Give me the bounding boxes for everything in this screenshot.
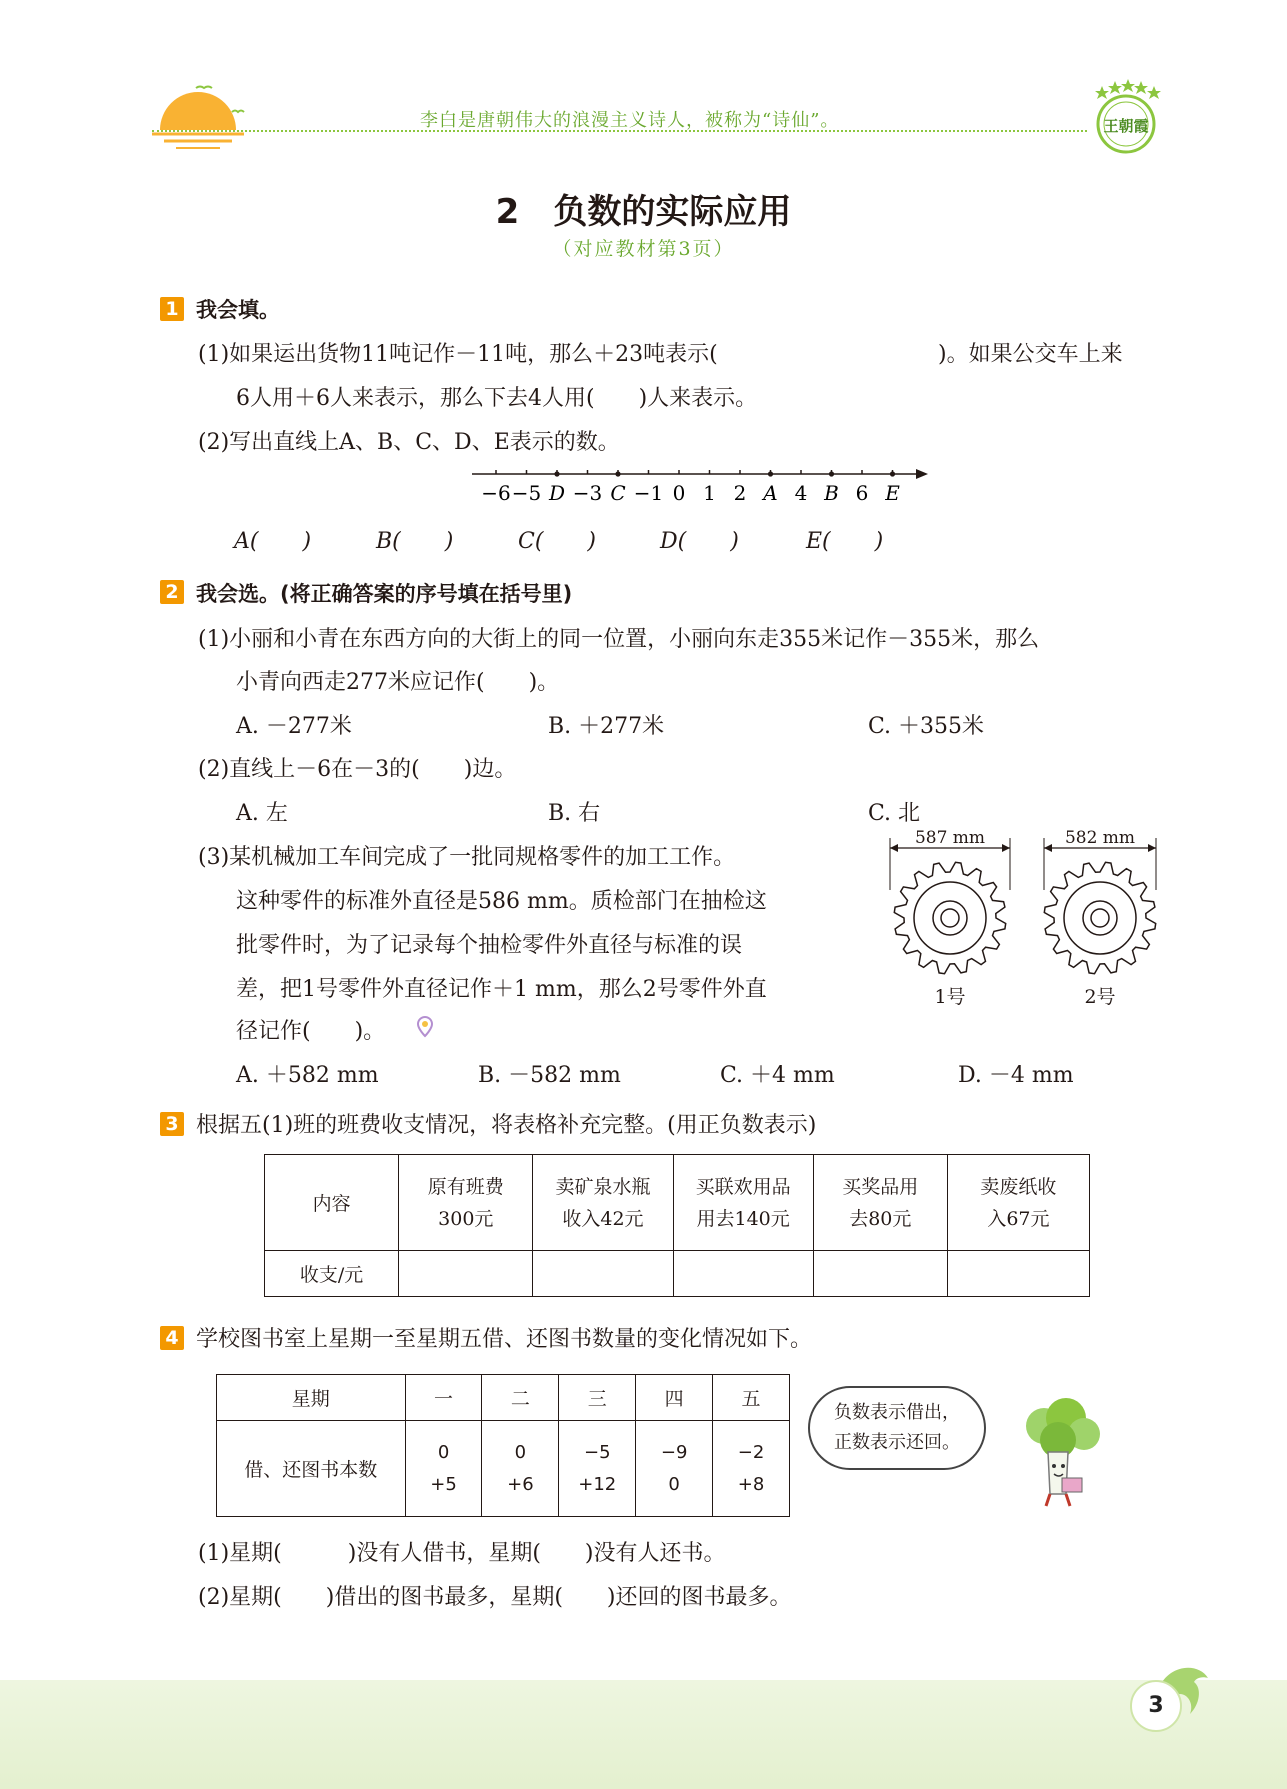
section-4-number: 4 (160, 1326, 184, 1350)
numberline-label: C (610, 481, 626, 505)
table-cell: 0 +6 (482, 1421, 559, 1517)
table-header-row (265, 1155, 1090, 1251)
header-quote: 李白是唐朝伟大的浪漫主义诗人，被称为“诗仙”。 (420, 110, 840, 131)
s2-q3-opt-b: B. －582 mm (478, 1063, 621, 1088)
s2-q1-opt-b: B. ＋277米 (548, 714, 665, 739)
table-cell: 四 (636, 1375, 713, 1421)
s2-q3-opt-c: C. ＋4 mm (720, 1063, 835, 1088)
section-1-number: 1 (160, 297, 184, 321)
gear-ring (914, 882, 986, 954)
bubble-line-2: 正数表示还回。 (834, 1432, 960, 1453)
section-2-title: 我会选。(将正确答案的序号填在括号里) (196, 582, 573, 606)
gear-1-figure (888, 830, 1012, 1010)
brand-logo (1088, 76, 1164, 156)
table-cell: 内容 (265, 1155, 399, 1251)
gear-2-figure (1042, 830, 1166, 1010)
s2-q2-opt-b: B. 右 (548, 801, 601, 826)
s1-answer-d: D( ) (660, 529, 739, 554)
table-cell: 收支/元 (265, 1251, 399, 1297)
gear-outline (1044, 862, 1155, 973)
table-cell: 原有班费 300元 (399, 1155, 533, 1251)
answer-cell[interactable] (399, 1251, 533, 1297)
table-cell: 0 +5 (405, 1421, 482, 1517)
gear-outline (894, 862, 1005, 973)
numberline-label: −1 (633, 481, 664, 505)
numberline-label: −5 (511, 481, 542, 505)
gear-ring (1091, 909, 1109, 927)
gear-ring (941, 909, 959, 927)
table-header-row (217, 1375, 790, 1421)
hint-pin-icon (416, 1016, 434, 1038)
table-cell: −5 +12 (559, 1421, 636, 1517)
numberline-point (829, 471, 834, 476)
table-cell: 借、还图书本数 (217, 1421, 406, 1517)
numberline-label: 0 (672, 481, 686, 505)
page-title: 2 负数的实际应用 (495, 192, 792, 232)
table-cell: 五 (713, 1375, 790, 1421)
s1-answer-c: C( ) (518, 529, 596, 554)
header-sun-icon (150, 84, 246, 154)
class-fund-table (264, 1154, 1090, 1297)
s4-q2: (2)星期( )借出的图书最多，星期( )还回的图书最多。 (198, 1585, 792, 1610)
s2-q3-line1: (3)某机械加工车间完成了一批同规格零件的加工工作。 (198, 845, 736, 870)
numberline-point (615, 471, 620, 476)
table-cell: 一 (405, 1375, 482, 1421)
s1-answer-b: B( ) (376, 529, 454, 554)
page-number: 3 (1130, 1680, 1182, 1732)
s1-q2-text: (2)写出直线上A、B、C、D、E表示的数。 (198, 430, 620, 455)
answer-cell[interactable] (673, 1251, 813, 1297)
s2-q3-line2: 这种零件的标准外直径是586 mm。质检部门在抽检这 (236, 889, 767, 914)
footer-band (0, 1680, 1287, 1789)
s2-q3-line5: 径记作( )。 (236, 1019, 386, 1044)
s2-q2-line: (2)直线上－6在－3的( )边。 (198, 757, 517, 782)
s4-q1: (1)星期( )没有人借书，星期( )没有人还书。 (198, 1541, 726, 1566)
table-cell: 三 (559, 1375, 636, 1421)
table-cell: 二 (482, 1375, 559, 1421)
number-line (470, 464, 930, 514)
section-4-title: 学校图书室上星期一至星期五借、还图书数量的变化情况如下。 (196, 1327, 813, 1352)
gear-1-label: 1号 (934, 986, 966, 1008)
s1-q1-line2: 6人用＋6人来表示，那么下去4人用( )人来表示。 (236, 386, 758, 411)
table-cell: −2 +8 (713, 1421, 790, 1517)
s1-q1-line1-b: )。如果公交车上来 (938, 342, 1123, 367)
gear-2-label: 2号 (1084, 986, 1116, 1008)
library-table (216, 1374, 790, 1517)
section-2-number: 2 (160, 580, 184, 604)
table-row (217, 1421, 790, 1517)
answer-cell[interactable] (813, 1251, 947, 1297)
answer-cell[interactable] (947, 1251, 1089, 1297)
numberline-label: 4 (794, 481, 808, 505)
speech-bubble (808, 1386, 986, 1470)
numberline-label: B (824, 481, 839, 505)
numberline-label: E (885, 481, 900, 505)
s2-q3-line3: 批零件时，为了记录每个抽检零件外直径与标准的误 (236, 933, 743, 958)
answer-cell[interactable] (533, 1251, 673, 1297)
s2-q1-opt-a: A. －277米 (236, 714, 352, 739)
numberline-label: A (763, 481, 778, 505)
table-cell: 买奖品用 去80元 (813, 1155, 947, 1251)
table-row (265, 1251, 1090, 1297)
numberline-label: 6 (855, 481, 869, 505)
numberline-label: D (548, 481, 566, 505)
table-cell: 买联欢用品 用去140元 (673, 1155, 813, 1251)
table-cell: 卖矿泉水瓶 收入42元 (533, 1155, 673, 1251)
s2-q3-line4: 差，把1号零件外直径记作＋1 mm，那么2号零件外直 (236, 977, 767, 1002)
gear-ring (1083, 901, 1117, 935)
gear-ring (1064, 882, 1136, 954)
gear-1-size: 587 mm (914, 828, 986, 848)
s2-q3-opt-d: D. －4 mm (958, 1063, 1074, 1088)
s1-q1-line1-a: (1)如果运出货物11吨记作－11吨，那么＋23吨表示( (198, 342, 718, 367)
numberline-label: −3 (572, 481, 603, 505)
numberline-point (554, 471, 559, 476)
gear-ring (933, 901, 967, 935)
table-cell: −9 0 (636, 1421, 713, 1517)
bubble-line-1: 负数表示借出， (834, 1402, 960, 1423)
s2-q3-opt-a: A. ＋582 mm (236, 1063, 379, 1088)
section-3-title: 根据五(1)班的班费收支情况，将表格补充完整。(用正负数表示) (196, 1113, 817, 1138)
svg-text:王朝霞: 王朝霞 (1103, 117, 1149, 135)
s1-answer-a: A( ) (234, 529, 312, 554)
numberline-label: 1 (703, 481, 716, 505)
numberline-point (890, 471, 895, 476)
broccoli-mascot-icon (1008, 1396, 1108, 1516)
gear-2-size: 582 mm (1064, 828, 1136, 848)
section-1-title: 我会填。 (196, 298, 280, 322)
numberline-label: 2 (733, 481, 747, 505)
s2-q1-opt-c: C. ＋355米 (868, 714, 985, 739)
s1-answer-e: E( ) (806, 529, 884, 554)
table-cell: 卖废纸收 入67元 (947, 1155, 1089, 1251)
numberline-point (768, 471, 773, 476)
s2-q2-opt-c: C. 北 (868, 801, 921, 826)
s2-q1-line1: (1)小丽和小青在东西方向的大街上的同一位置，小丽向东走355米记作－355米，那么 (198, 627, 1040, 652)
table-cell: 星期 (217, 1375, 406, 1421)
numberline-label: −6 (481, 481, 511, 505)
section-3-number: 3 (160, 1112, 184, 1136)
s2-q1-line2: 小青向西走277米应记作( )。 (236, 670, 560, 695)
page-subtitle: （对应教材第3页） (552, 238, 735, 260)
s2-q2-opt-a: A. 左 (236, 801, 288, 826)
